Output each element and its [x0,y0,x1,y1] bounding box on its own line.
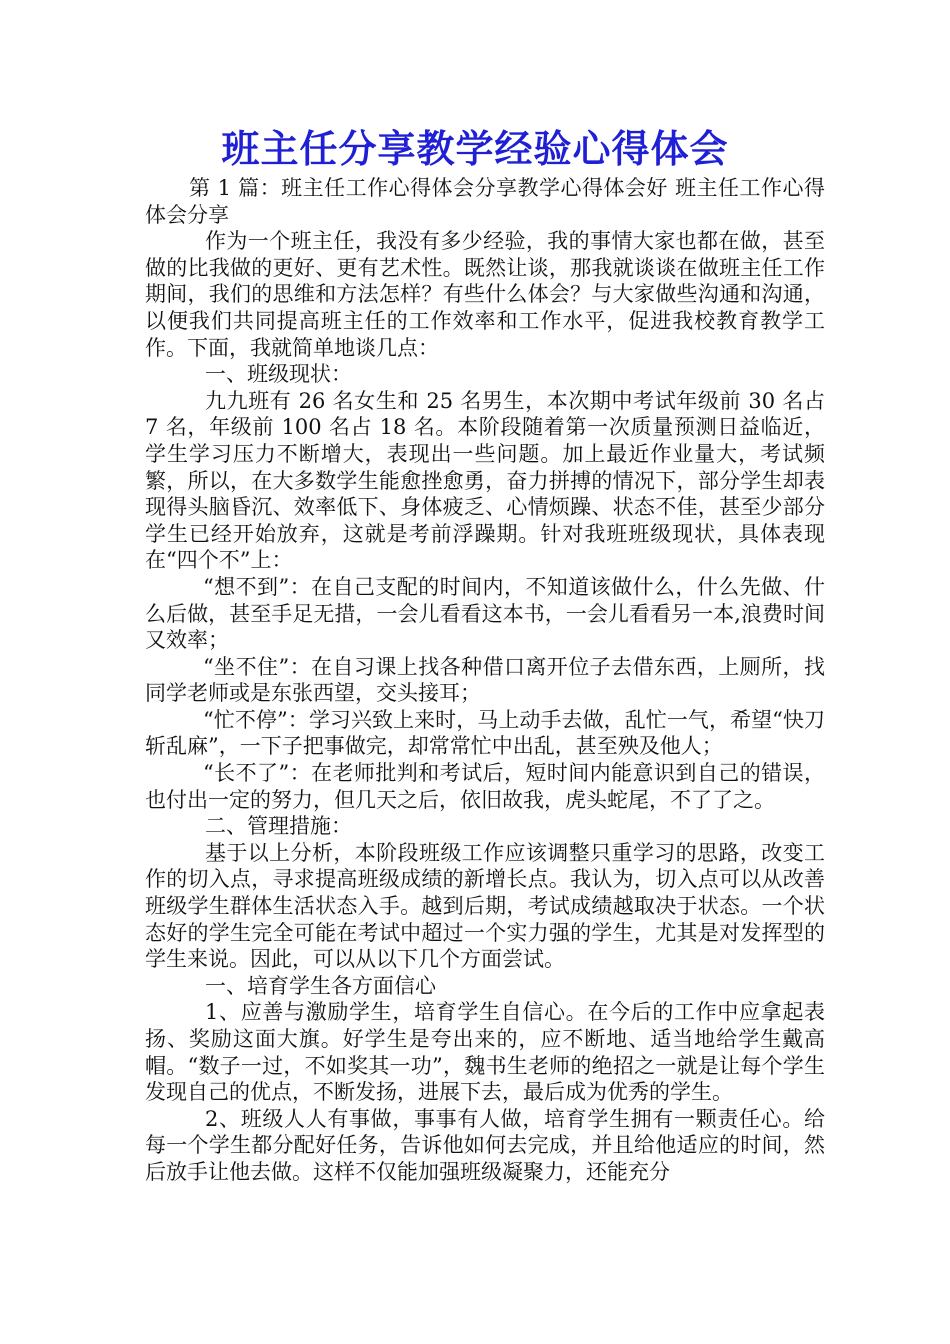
paragraph: “忙不停”：学习兴致上来时，马上动手去做，乱忙一气，希望“快刀斩乱麻”，一下子把事做完，却常常忙中出乱，甚至殃及他人； [145,707,825,759]
document-body [145,175,825,1186]
paragraph: 第 1 篇：班主任工作心得体会分享教学心得体会好 班主任工作心得体会分享 [145,176,825,227]
document-title: 班主任分享教学经验心得体会 [221,126,729,171]
paragraph: “坐不住”：在自习课上找各种借口离开位子去借东西，上厕所，找同学老师或是东张西望，交头接耳； [145,654,825,706]
paragraph: “想不到”：在自己支配的时间内，不知道该做什么，什么先做、什么后做，甚至手足无措，一会儿看看这本书，一会儿看看另一本,浪费时间又效率； [145,574,825,653]
paragraph: “长不了”：在老师批判和考试后，短时间内能意识到自己的错误，也付出一定的努力，但几天之后，依旧故我，虎头蛇尾，不了了之。 [145,761,825,812]
paragraph: 一、班级现状： [205,362,352,387]
paragraph: 一、培育学生各方面信心 [205,973,436,998]
paragraph: 1、应善与激励学生，培育学生自信心。在今后的工作中应拿起表扬、奖励这面大旗。好学生是夸出来的，应不断地、适当地给学生戴高帽。“数子一过，不如奖其一功”，魏书生老师的绝招之一就是让每个学生发现自己的优点，不断发扬，进展下去，最后成为优秀的学生。 [145,1000,825,1105]
paragraph: 九九班有 26 名女生和 25 名男生，本次期中考试年级前 30 名占 7 名，年级前 100 名占 18 名。本阶段随着第一次质量预测日益临近，学生学习压力不断增大，表现出一些问题。加上最近作业量大，考试频繁，所以，在大多数学生能愈挫愈勇，奋力拼搏的情况下，部分学生却表现得头脑昏沉、效率低下、身体疲乏、心情烦躁、状态不佳，甚至少部分学生已经开始放弃，这就是考前浮躁期。针对我班班级现状，具体表现在“四个不”上： [145,388,825,573]
paragraph: 2、班级人人有事做，事事有人做，培育学生拥有一颗责任心。给每一个学生都分配好任务，告诉他如何去完成，并且给他适应的时间，然后放手让他去做。这样不仅能加强班级凝聚力，还能充分 [145,1106,825,1184]
paragraph: 基于以上分析，本阶段班级工作应该调整只重学习的思路，改变工作的切入点，寻求提高班级成绩的新增长点。我认为，切入点可以从改善班级学生群体生活状态入手。越到后期，考试成绩越取决于状态。一个状态好的学生完全可能在考试中超过一个实力强的学生，尤其是对发挥型的学生来说。因此，可以从以下几个方面尝试。 [145,840,825,972]
paragraph: 作为一个班主任，我没有多少经验，我的事情大家也都在做，甚至做的比我做的更好、更有艺术性。既然让谈，那我就谈谈在做班主任工作期间，我们的思维和方法怎样？有些什么体会？与大家做些沟通和沟通，以便我们共同提高班主任的工作效率和工作水平，促进我校教育教学工作。下面，我就简单地谈几点： [145,229,825,360]
paragraph: 二、管理措施： [205,814,352,839]
